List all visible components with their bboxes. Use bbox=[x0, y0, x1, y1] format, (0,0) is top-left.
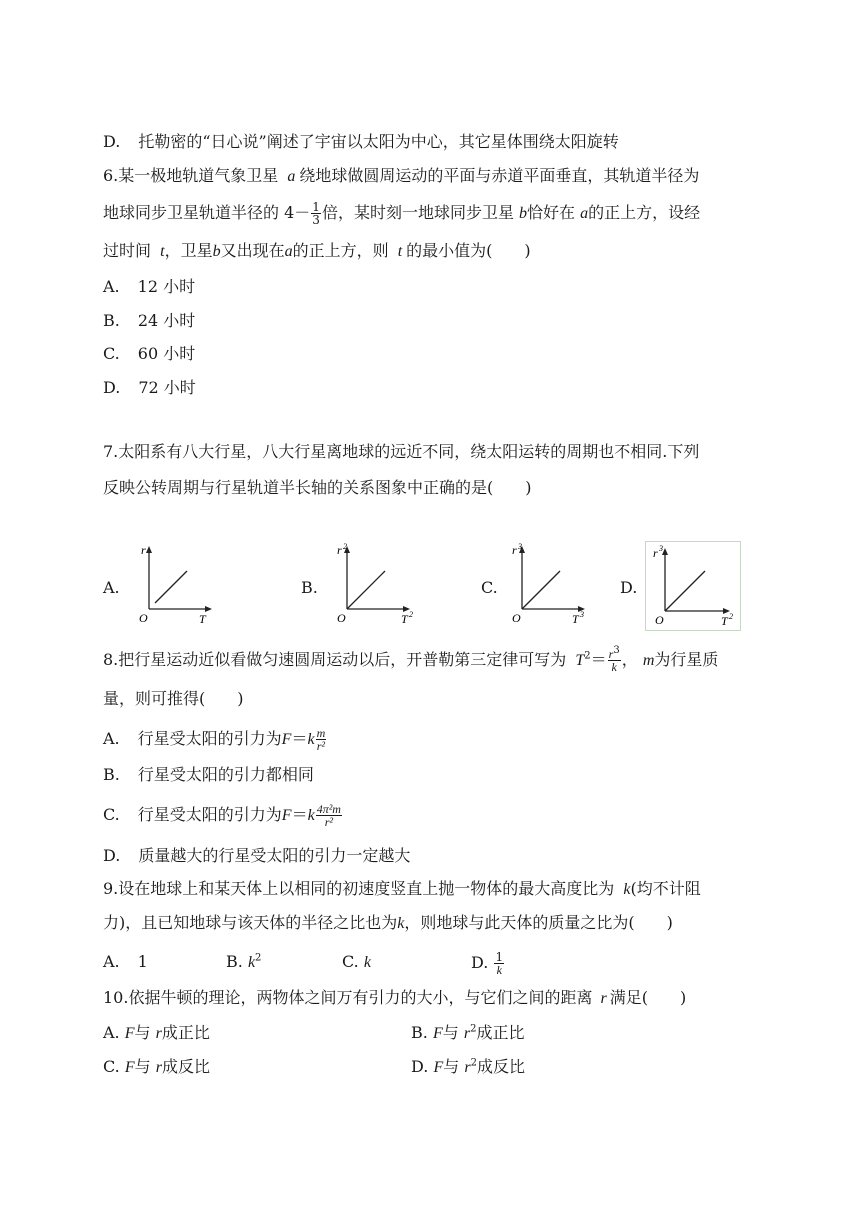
text: 与 bbox=[134, 1023, 151, 1042]
frac-num: 1 bbox=[495, 950, 504, 964]
text: 4－ bbox=[284, 203, 311, 222]
q10-option-b bbox=[411, 1022, 524, 1045]
option-letter: D. bbox=[103, 132, 121, 151]
text: 绕地球做圆周运动的平面与赤道平面垂直，其轨道半径为 bbox=[299, 166, 700, 185]
y-axis-sup: 2 bbox=[343, 543, 347, 551]
text: 成反比 bbox=[476, 1057, 525, 1076]
x-axis-label: T bbox=[199, 612, 206, 625]
option-letter: C. bbox=[342, 952, 359, 971]
option-letter: B. bbox=[411, 1023, 428, 1042]
text: 满足( ) bbox=[609, 988, 687, 1007]
fraction-4pi2m-over-r2 bbox=[316, 803, 342, 828]
text: ＝ bbox=[291, 729, 308, 748]
q9-option-d bbox=[471, 951, 505, 976]
var-r: r bbox=[155, 1059, 162, 1076]
q6-stem-line1 bbox=[103, 165, 699, 188]
frac-num: 4π²m bbox=[316, 802, 341, 816]
q6-option-c bbox=[103, 343, 195, 365]
option-letter: A. bbox=[103, 277, 120, 296]
var-k: k bbox=[307, 807, 315, 824]
var-k: k bbox=[307, 731, 315, 748]
var-r: r bbox=[155, 1025, 162, 1042]
option-letter: A. bbox=[103, 729, 120, 748]
q7-graph-b bbox=[333, 543, 418, 625]
frac-num: r bbox=[608, 647, 614, 661]
frac-num: 1 bbox=[312, 200, 320, 214]
option-letter: B. bbox=[103, 311, 120, 330]
frac-num: m bbox=[316, 726, 326, 740]
text: 成正比 bbox=[476, 1023, 525, 1042]
fraction-1-over-k bbox=[494, 951, 504, 976]
q7-graph-b-letter: B. bbox=[301, 578, 318, 597]
option-text: 60 小时 bbox=[137, 344, 196, 363]
text: 的正上方，设经 bbox=[588, 203, 701, 222]
x-axis-label: T bbox=[721, 614, 728, 628]
x-axis-sup: 3 bbox=[580, 610, 584, 619]
var-F: F bbox=[124, 1025, 135, 1042]
var-r: r bbox=[463, 1025, 471, 1042]
frac-den: k bbox=[496, 963, 502, 977]
sup: 3 bbox=[613, 645, 620, 656]
text: 8.把行星运动近似看做匀速圆周运动以后，开普勒第三定律可写为 bbox=[103, 650, 567, 669]
var-a: a bbox=[580, 205, 589, 222]
q6-option-d bbox=[103, 377, 196, 399]
q10-stem bbox=[103, 987, 686, 1010]
q8-option-c bbox=[103, 803, 343, 828]
sup: 2 bbox=[470, 1023, 477, 1035]
var-k: k bbox=[397, 915, 405, 932]
y-axis-label: r bbox=[141, 543, 146, 557]
x-axis-label: T bbox=[401, 612, 408, 625]
text: ＝ bbox=[291, 805, 308, 824]
y-axis-label: r bbox=[653, 546, 658, 560]
origin-label: O bbox=[655, 613, 664, 627]
frac-den: k bbox=[611, 660, 617, 674]
q7-stem-line2 bbox=[103, 477, 532, 499]
y-axis-sup: 3 bbox=[659, 544, 663, 553]
text: 过时间 bbox=[103, 241, 152, 260]
text: 成反比 bbox=[161, 1057, 210, 1076]
option-text: 12 小时 bbox=[137, 277, 196, 296]
var-F: F bbox=[281, 807, 292, 824]
q7-graph-a-letter: A. bbox=[103, 578, 120, 597]
fraction-r3-over-k bbox=[608, 645, 621, 674]
sup: 2 bbox=[255, 952, 262, 964]
q6-option-a bbox=[103, 276, 195, 298]
option-letter: D. bbox=[471, 953, 489, 972]
origin-label: O bbox=[512, 611, 521, 625]
q5-option-d bbox=[103, 131, 619, 153]
q9-option-b bbox=[226, 951, 261, 974]
sup: 2 bbox=[584, 650, 591, 662]
var-k: k bbox=[363, 954, 371, 971]
var-k: k bbox=[623, 881, 631, 898]
origin-label: O bbox=[337, 611, 346, 625]
q9-stem-line2 bbox=[103, 912, 673, 935]
q7-graph-c-letter: C. bbox=[481, 578, 498, 597]
var-t: t bbox=[397, 243, 403, 260]
text: 量，则可推得( ) bbox=[103, 689, 244, 708]
q9-options bbox=[103, 951, 148, 973]
sup: 2 bbox=[470, 1057, 477, 1069]
text: 恰好在 bbox=[527, 203, 576, 222]
q8-option-b bbox=[103, 764, 314, 786]
q7-graph-a bbox=[135, 543, 220, 625]
var-t: t bbox=[160, 243, 165, 260]
q9-option-a bbox=[103, 952, 148, 971]
option-letter: A. bbox=[103, 1023, 120, 1042]
option-text: 24 小时 bbox=[137, 311, 196, 330]
q6-stem-line2 bbox=[103, 201, 700, 226]
var-k: k bbox=[247, 954, 256, 971]
var-r: r bbox=[600, 990, 607, 1007]
fraction-one-third bbox=[311, 201, 321, 226]
q7-graph-d-letter: D. bbox=[620, 578, 638, 597]
q10-option-c bbox=[103, 1056, 210, 1079]
var-F: F bbox=[124, 1059, 135, 1076]
option-letter: C. bbox=[103, 344, 120, 363]
q10-option-d bbox=[411, 1056, 525, 1079]
frac-den: r² bbox=[316, 739, 326, 753]
q7-graph-c bbox=[508, 543, 593, 625]
option-text: 1 bbox=[137, 952, 148, 971]
text: 9.设在地球上和某天体上以相同的初速度竖直上抛一物体的最大高度比为 bbox=[103, 879, 615, 898]
option-text: 托勒密的“日心说”阐述了宇宙以太阳为中心，其它星体围绕太阳旋转 bbox=[138, 132, 619, 151]
q9-stem-line1 bbox=[103, 878, 701, 901]
q8-stem-line2 bbox=[103, 688, 244, 710]
text: ， bbox=[621, 650, 638, 669]
option-text: 质量越大的行星受太阳的引力一定越大 bbox=[138, 846, 411, 865]
var-a: a bbox=[284, 243, 293, 260]
text: 10.依据牛顿的理论，两物体之间万有引力的大小，与它们之间的距离 bbox=[103, 988, 593, 1007]
option-text: 行星受太阳的引力为 bbox=[137, 729, 282, 748]
text: (均不计阻 bbox=[630, 879, 701, 898]
option-letter: B. bbox=[226, 952, 243, 971]
var-m: m bbox=[642, 652, 655, 669]
option-text: 行星受太阳的引力都相同 bbox=[137, 765, 314, 784]
text: 又出现在 bbox=[220, 241, 285, 260]
var-F: F bbox=[281, 731, 292, 748]
var-b: b bbox=[212, 243, 221, 260]
q6-option-b bbox=[103, 310, 195, 332]
text: ＝ bbox=[590, 650, 607, 669]
x-axis-label: T bbox=[572, 612, 579, 625]
text: ，则地球与此天体的质量之比为( ) bbox=[404, 913, 673, 932]
var-F: F bbox=[433, 1059, 444, 1076]
frac-den: r² bbox=[324, 815, 333, 829]
text: 为行星质 bbox=[654, 650, 719, 669]
var-r: r bbox=[464, 1059, 471, 1076]
text: 7.太阳系有八大行星，八大行星离地球的远近不同，绕太阳运转的周期也不相同.下列 bbox=[103, 442, 700, 461]
var-a: a bbox=[287, 168, 296, 185]
var-b: b bbox=[519, 205, 528, 222]
y-axis-label: r bbox=[512, 543, 517, 557]
q7-stem-line1 bbox=[103, 441, 699, 463]
option-letter: C. bbox=[103, 1057, 120, 1076]
text: 反映公转周期与行星轨道半长轴的关系图象中正确的是( ) bbox=[103, 478, 532, 497]
var-F: F bbox=[432, 1025, 443, 1042]
y-axis-label: r bbox=[337, 543, 342, 557]
q10-option-a bbox=[103, 1022, 210, 1045]
text: 与 bbox=[442, 1023, 459, 1042]
text: 力)，且已知地球与该天体的半径之比也为 bbox=[103, 913, 398, 932]
option-letter: C. bbox=[103, 805, 120, 824]
text: 倍，某时刻一地球同步卫星 bbox=[321, 203, 514, 222]
q8-option-d bbox=[103, 845, 410, 867]
option-letter: D. bbox=[103, 378, 121, 397]
text: 地球同步卫星轨道半径的 bbox=[103, 203, 280, 222]
text: 与 bbox=[134, 1057, 151, 1076]
frac-den: 3 bbox=[312, 213, 320, 227]
var-T: T bbox=[575, 652, 585, 669]
option-letter: A. bbox=[103, 952, 120, 971]
text: 成正比 bbox=[161, 1023, 210, 1042]
option-text: 72 小时 bbox=[138, 378, 196, 397]
q6-stem-line3 bbox=[103, 240, 531, 263]
q8-option-a bbox=[103, 727, 327, 752]
q8-stem-line1 bbox=[103, 645, 719, 674]
option-text: 行星受太阳的引力为 bbox=[137, 805, 282, 824]
q7-graph-d bbox=[645, 541, 741, 631]
x-axis-sup: 2 bbox=[729, 612, 733, 621]
fraction-m-over-r2 bbox=[316, 727, 327, 752]
text: ，卫星 bbox=[164, 241, 213, 260]
text: 的最小值为( ) bbox=[406, 241, 531, 260]
text: 6.某一极地轨道气象卫星 bbox=[103, 166, 279, 185]
text: 与 bbox=[443, 1057, 460, 1076]
option-letter: D. bbox=[411, 1057, 429, 1076]
x-axis-sup: 2 bbox=[409, 610, 413, 619]
option-letter: D. bbox=[103, 846, 121, 865]
origin-label: O bbox=[139, 611, 148, 625]
text: 的正上方，则 bbox=[292, 241, 389, 260]
y-axis-sup: 3 bbox=[518, 543, 522, 551]
option-letter: B. bbox=[103, 765, 120, 784]
q9-option-c bbox=[342, 951, 371, 974]
